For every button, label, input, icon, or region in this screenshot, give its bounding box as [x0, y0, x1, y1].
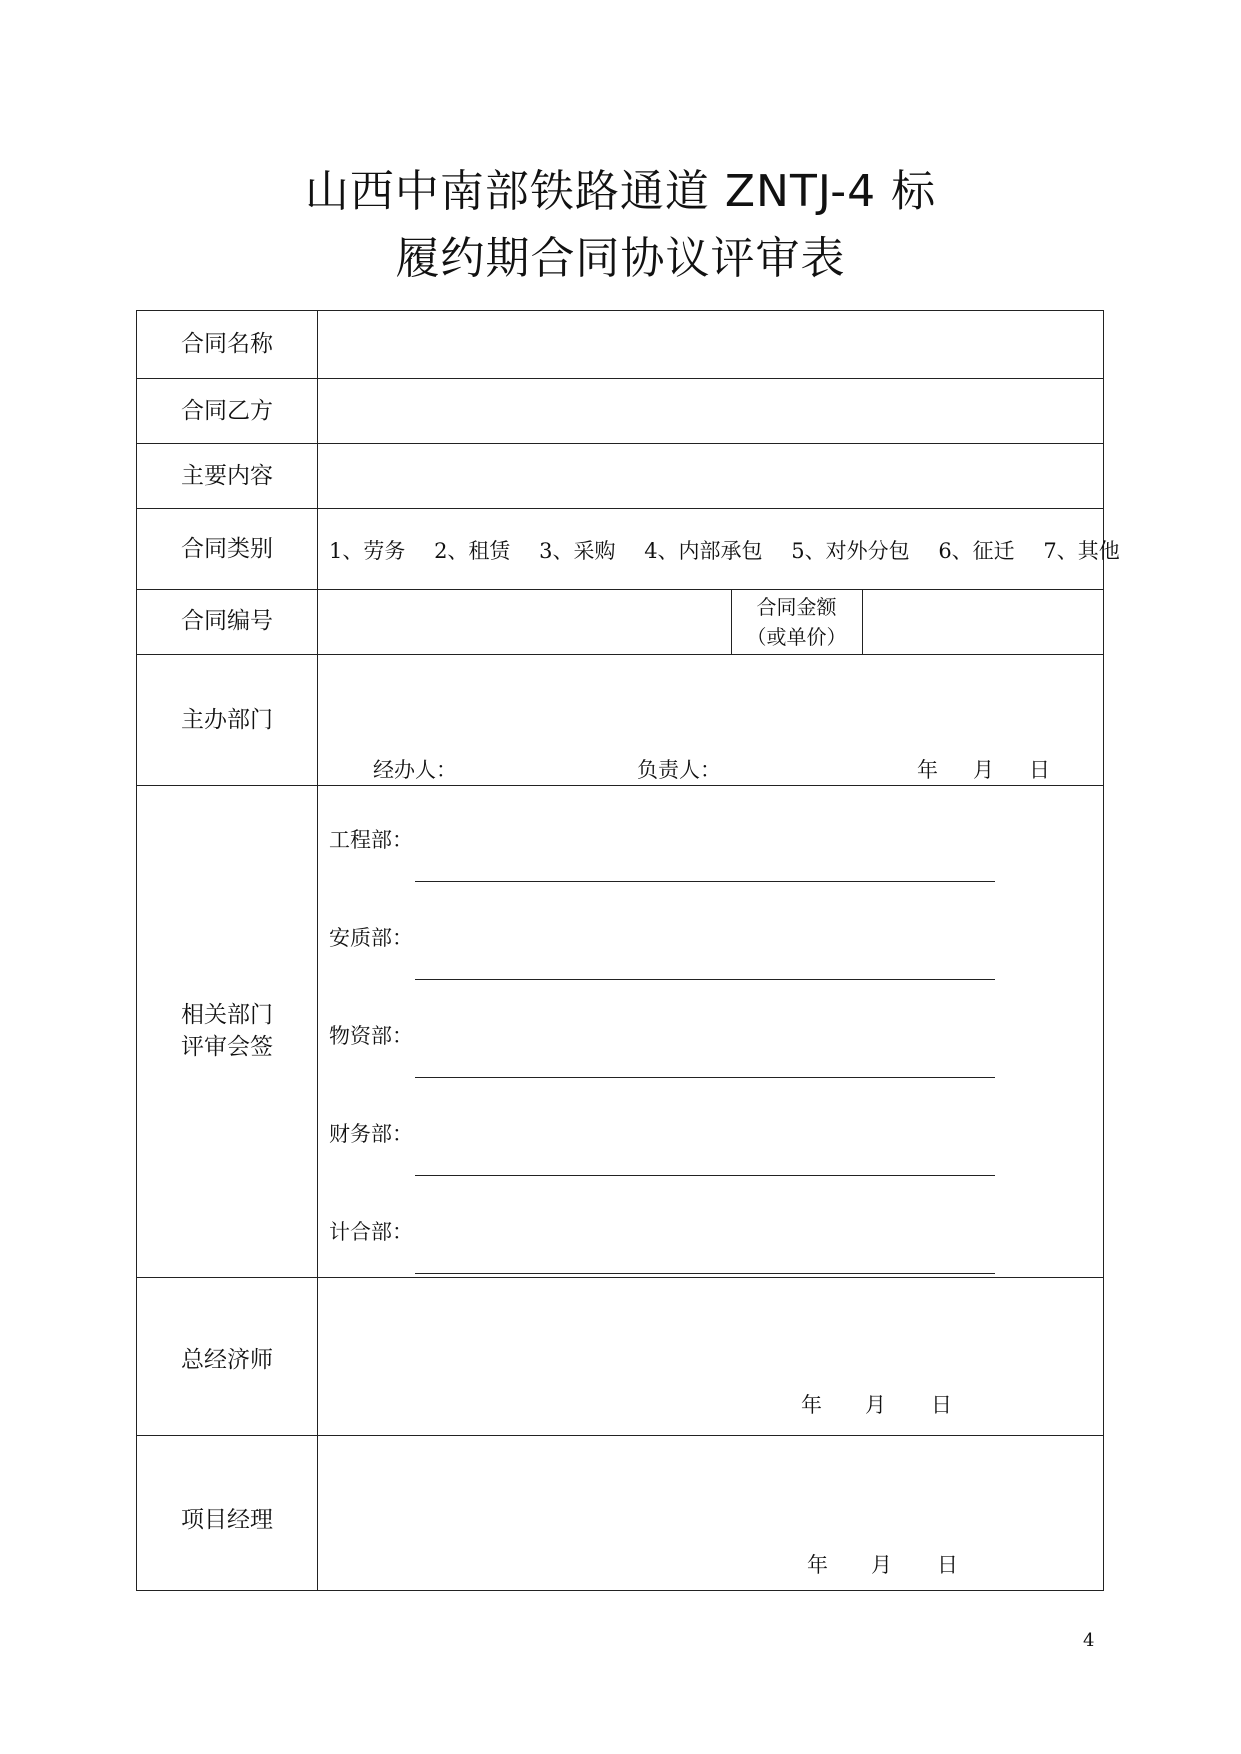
contract-type-option: 7、其他	[1043, 539, 1120, 563]
label-related-review-line1: 相关部门	[181, 1002, 273, 1028]
host-date-day: 日	[1029, 758, 1050, 782]
row-divider	[137, 1435, 1103, 1436]
contract-type-option: 6、征迁	[938, 539, 1015, 563]
dept-planning-contract-label: 计合部：	[329, 1220, 413, 1244]
label-contract-name: 合同名称	[181, 331, 273, 357]
row-divider	[137, 589, 1103, 590]
column-divider	[862, 589, 863, 654]
label-chief-economist: 总经济师	[181, 1347, 273, 1373]
signature-line	[415, 979, 995, 980]
contract-type-option: 3、采购	[539, 539, 616, 563]
economist-date-month: 月	[865, 1393, 886, 1417]
manager-date-day: 日	[937, 1553, 958, 1577]
host-date-month: 月	[973, 758, 994, 782]
dept-safety-quality-label: 安质部：	[329, 926, 413, 950]
document-title-line1: 山西中南部铁路通道 ZNTJ-4 标	[304, 166, 937, 217]
row-divider	[137, 443, 1103, 444]
label-related-review-line2: 评审会签	[181, 1034, 273, 1060]
responsible-label: 负责人：	[637, 758, 721, 782]
signature-line	[415, 881, 995, 882]
label-contract-amount-line1: 合同金额	[756, 595, 837, 619]
label-main-content: 主要内容	[181, 463, 273, 489]
row-divider	[137, 378, 1103, 379]
dept-materials-label: 物资部：	[329, 1024, 413, 1048]
dept-engineering-label: 工程部：	[329, 828, 413, 852]
column-divider	[317, 311, 318, 1590]
contract-type-option: 1、劳务	[329, 539, 406, 563]
economist-date-year: 年	[801, 1393, 822, 1417]
contract-type-option: 4、内部承包	[644, 539, 763, 563]
label-host-department: 主办部门	[181, 707, 273, 733]
row-divider	[137, 1277, 1103, 1278]
contract-type-option: 5、对外分包	[791, 539, 910, 563]
label-contract-type: 合同类别	[181, 536, 273, 562]
manager-date-year: 年	[807, 1553, 828, 1577]
handler-label: 经办人：	[373, 758, 457, 782]
document-title-line2: 履约期合同协议评审表	[395, 233, 846, 284]
signature-line	[415, 1273, 995, 1274]
label-project-manager: 项目经理	[181, 1507, 273, 1533]
manager-date-month: 月	[871, 1553, 892, 1577]
label-contract-party-b: 合同乙方	[181, 398, 273, 424]
review-form-table	[136, 310, 1120, 1591]
contract-type-options	[329, 535, 1120, 565]
host-date-year: 年	[917, 758, 938, 782]
row-divider	[137, 785, 1103, 786]
signature-line	[415, 1077, 995, 1078]
page-number: 4	[1083, 1630, 1095, 1651]
dept-finance-label: 财务部：	[329, 1122, 413, 1146]
row-divider	[137, 654, 1103, 655]
row-divider	[137, 508, 1103, 509]
label-contract-number: 合同编号	[181, 608, 273, 634]
economist-date-day: 日	[931, 1393, 952, 1417]
contract-type-option: 2、租赁	[434, 539, 511, 563]
signature-line	[415, 1175, 995, 1176]
label-contract-amount-line2: （或单价）	[746, 625, 847, 649]
